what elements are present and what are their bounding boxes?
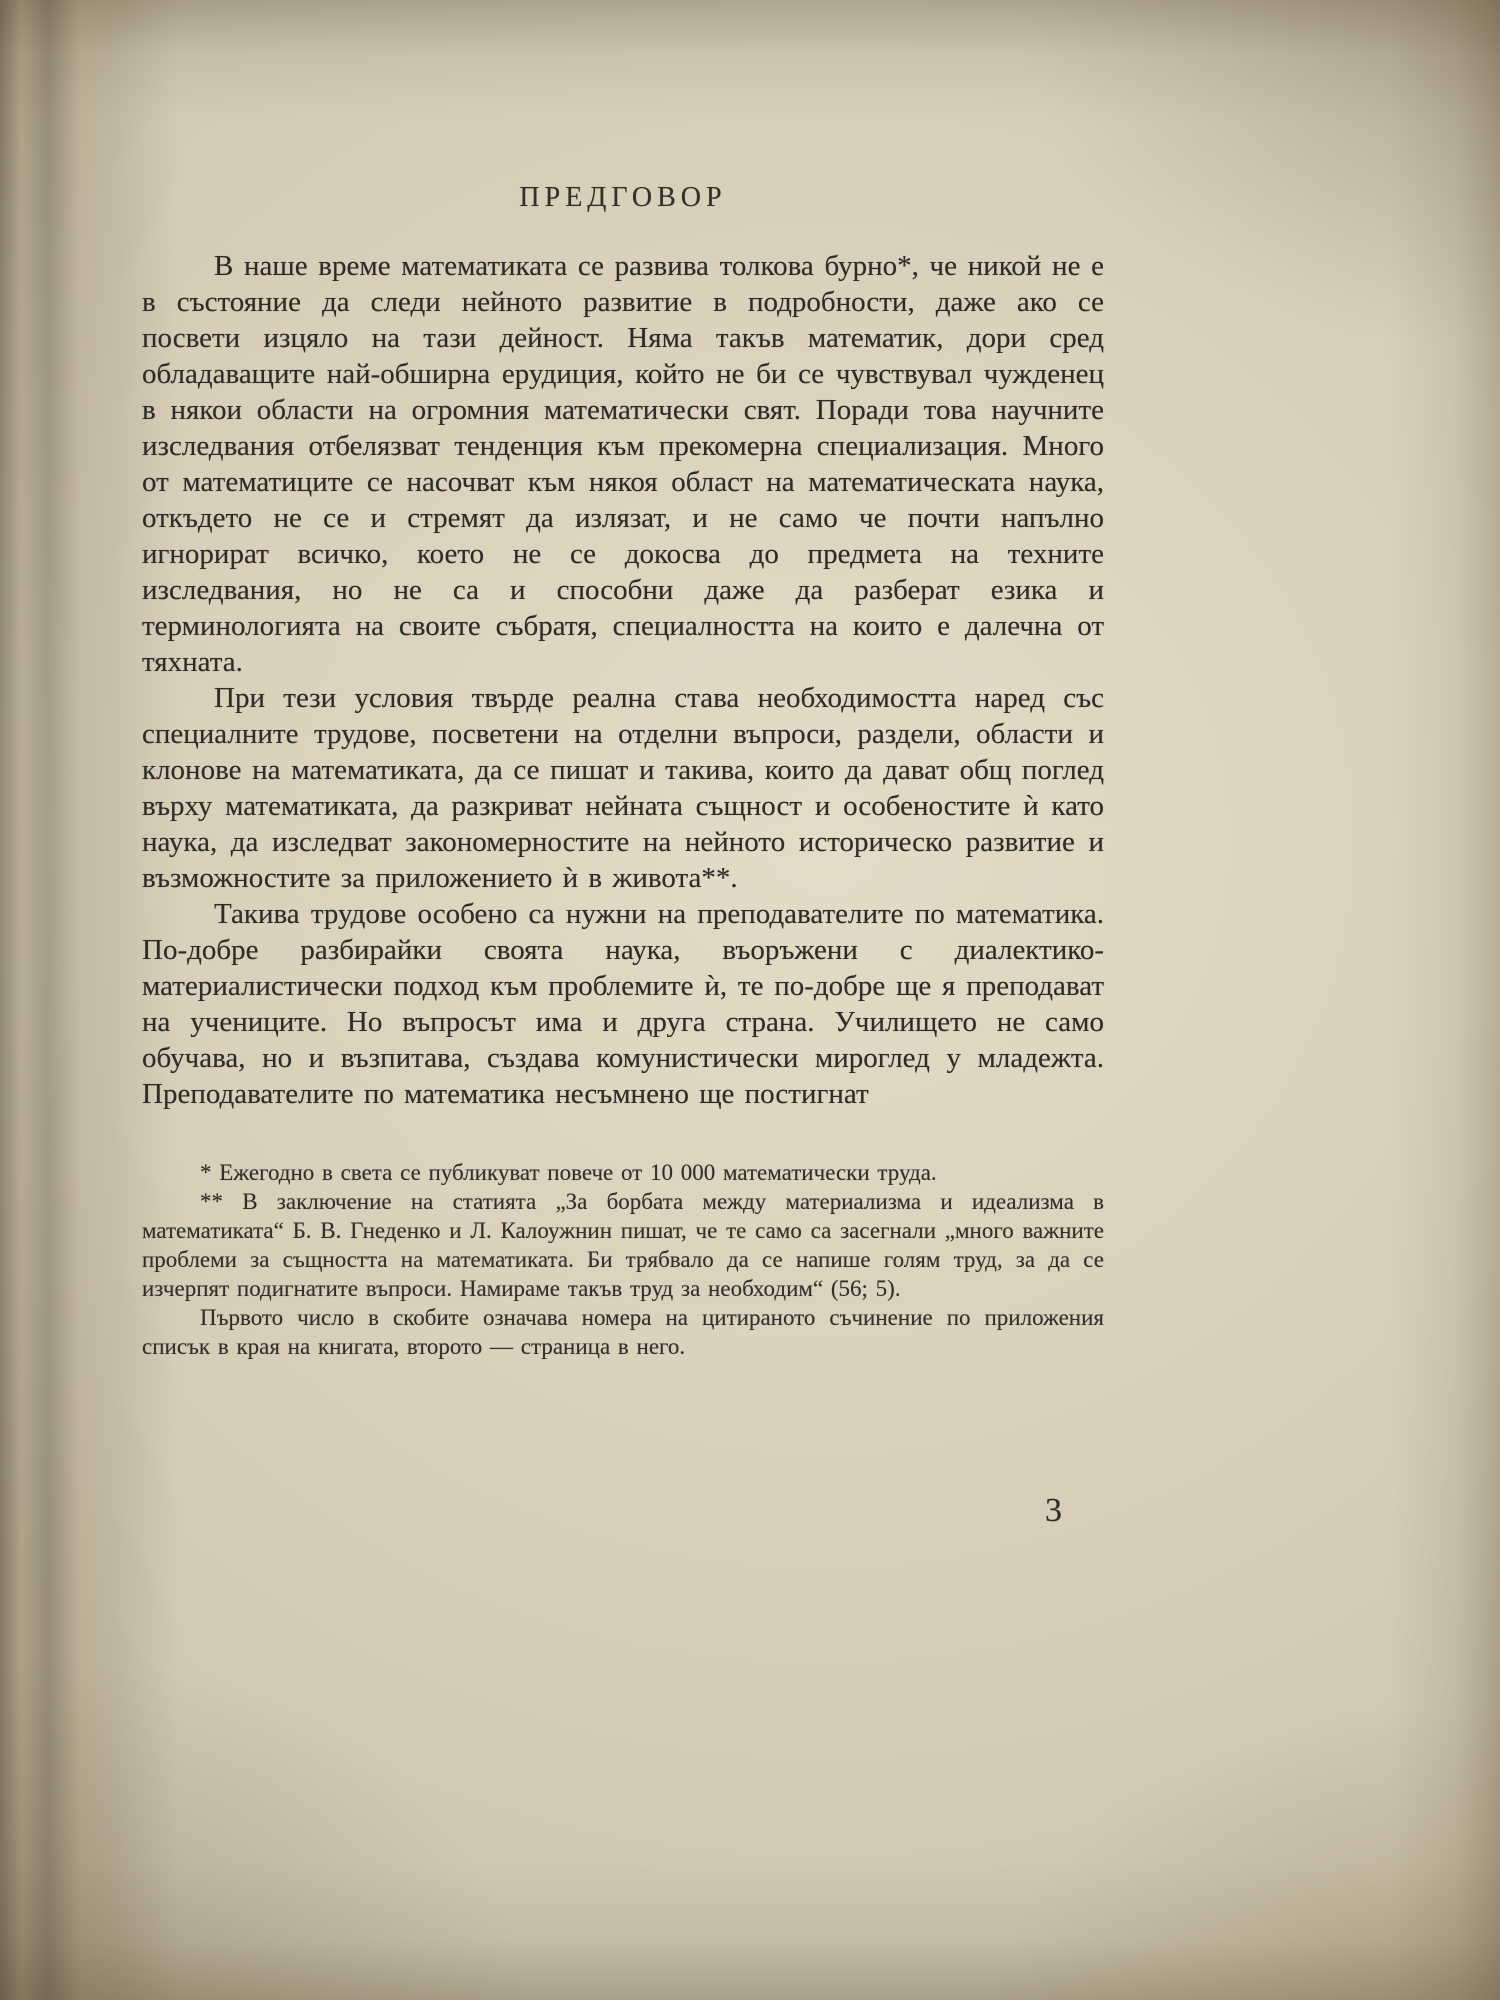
page-number: 3	[1045, 1492, 1062, 1529]
footnote-2: ** В заключение на статията „За борбата между материализма и идеализма в математиката“ Б. В. Гнеденко и Л. Калоужнин пишат, че те само са засегнали „много важните проблеми за същността на математиката. Би трябвало да се напише голям труд, за да се изчерпят подигнатите въпроси. Намираме такъв труд за необходим“ (56; 5).	[142, 1189, 1104, 1301]
paragraph-2: При тези условия твърде реална става необходимостта наред със специалните трудове, посветени на отделни въпроси, раздели, области и клонове на математиката, да се пишат и такива, които да дават общ поглед върху математиката, да разкриват нейната същност и особеностите ѝ като наука, да изследват закономерностите на нейното историческо развитие и възможностите за приложението ѝ в живота**.	[142, 682, 1104, 894]
page-text-block	[142, 182, 1104, 1361]
page-title: ПРЕДГОВОР	[519, 182, 727, 213]
paragraph-3: Такива трудове особено са нужни на преподавателите по математика. По-добре разбирайки своята наука, въоръжени с диалектико-материалистически подход към проблемите ѝ, те по-добре ще я преподават на учениците. Но въпросът има и друга страна. Училището не само обучава, но и възпитава, създава комунистически мироглед у младежта. Преподавателите по математика несъмнено ще постигнат	[142, 898, 1104, 1110]
footnote-1: * Ежегодно в света се публикуват повече от 10 000 математически труда.	[200, 1160, 937, 1185]
footnote-3: Първото число в скобите означава номера на цитираното съчинение по приложения списък в края на книгата, второто — страница в него.	[142, 1305, 1104, 1359]
footnotes-section	[142, 1158, 1104, 1361]
paragraph-1: В наше време математиката се развива толкова бурно*, че никой не е в състояние да следи нейното развитие в подробности, даже ако се посвети изцяло на тази дейност. Няма такъв математик, дори сред обладаващите най-обширна ерудиция, който не би се чувствувал чужденец в някои области на огромния математически свят. Поради това научните изследвания отбелязват тенденция към прекомерна специализация. Много от математиците се насочват към някоя област на математическата наука, откъдето не се и стремят да излязат, и не само че почти напълно игнорират всичко, което не се докосва до предмета на техните изследвания, но не са и способни даже да разберат езика и терминологията на своите събратя, специалността на които е далечна от тяхната.	[142, 250, 1104, 678]
